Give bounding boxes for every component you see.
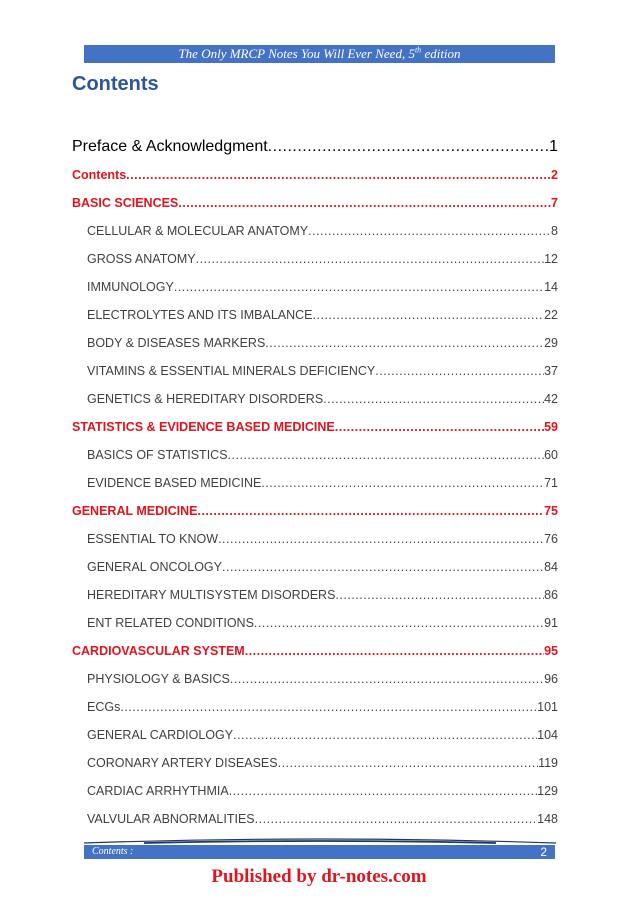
header-title-sup: th [414,45,422,55]
toc-entry-title: VALVULAR ABNORMALITIES [87,812,255,826]
toc-dot-leader [229,781,537,801]
toc-entry[interactable] [72,611,558,639]
toc-entry[interactable] [72,695,558,723]
toc-entry[interactable] [72,359,558,387]
toc-entry-title: ENT RELATED CONDITIONS [87,616,254,630]
toc-entry[interactable] [72,583,558,611]
toc-dot-leader [233,725,537,745]
toc-entry[interactable] [72,639,558,667]
toc-dot-leader [278,753,538,773]
toc-entry[interactable] [72,555,558,583]
toc-entry[interactable] [72,499,558,527]
footer-page-number: 2 [540,845,547,859]
toc-entry-title: STATISTICS & EVIDENCE BASED MEDICINE [72,420,335,434]
toc-dot-leader [228,445,545,465]
toc-entry-title: GENERAL ONCOLOGY [87,560,222,574]
toc-entry-title: CARDIAC ARRHYTHMIA [87,784,229,798]
toc-entry-page: 2 [551,168,558,182]
toc-dot-leader [178,193,551,213]
toc-entry-page: 86 [544,588,558,602]
toc-dot-leader [268,137,549,157]
toc-entry-page: 7 [551,196,558,210]
toc-dot-leader [197,501,544,521]
toc-entry-title: HEREDITARY MULTISYSTEM DISORDERS [87,588,336,602]
header-bar [84,45,555,63]
toc-entry[interactable] [72,471,558,499]
toc-entry-page: 71 [544,476,558,490]
toc-entry-page: 84 [544,560,558,574]
toc-entry-title: GENERAL MEDICINE [72,504,198,518]
toc-entry-title: GENERAL CARDIOLOGY [87,728,234,742]
toc-entry-page: 8 [551,224,558,238]
table-of-contents [72,135,558,835]
published-by[interactable]: Published by dr-notes.com [211,866,427,887]
header-title-prefix: The Only MRCP Notes You Will Ever Need, 5 [178,46,415,61]
toc-dot-leader [255,809,537,829]
toc-entry-title: PHYSIOLOGY & BASICS [87,672,230,686]
toc-entry-title: BODY & DISEASES MARKERS [87,336,266,350]
toc-dot-leader [265,333,544,353]
toc-entry[interactable] [72,247,558,275]
toc-entry-page: 1 [549,138,558,155]
toc-dot-leader [254,613,544,633]
toc-entry-title: CELLULAR & MOLECULAR ANATOMY [87,224,309,238]
toc-entry[interactable] [72,163,558,191]
toc-entry[interactable] [72,723,558,751]
footer-bar [84,845,555,859]
toc-entry-title: Contents [72,168,127,182]
toc-entry[interactable] [72,275,558,303]
toc-entry[interactable] [72,303,558,331]
toc-dot-leader [245,641,544,661]
header-title-suffix: edition [421,46,461,61]
toc-entry-title: BASIC SCIENCES [72,196,179,210]
toc-entry[interactable] [72,667,558,695]
toc-dot-leader [174,277,544,297]
toc-entry-page: 96 [544,672,558,686]
toc-entry-page: 76 [544,532,558,546]
toc-entry-page: 104 [537,728,558,742]
toc-entry-title: BASICS OF STATISTICS [87,448,228,462]
toc-dot-leader [375,361,544,381]
toc-dot-leader [261,473,544,493]
toc-entry-page: 22 [544,308,558,322]
toc-dot-leader [196,249,545,269]
toc-entry-page: 101 [537,700,558,714]
toc-entry-title: CARDIOVASCULAR SYSTEM [72,644,245,658]
toc-entry[interactable] [72,135,558,163]
toc-entry[interactable] [72,779,558,807]
toc-dot-leader [126,165,551,185]
footer-divider [84,838,556,844]
toc-entry-page: 29 [544,336,558,350]
toc-entry-title: GENETICS & HEREDITARY DISORDERS [87,392,324,406]
toc-entry[interactable] [72,807,558,835]
toc-entry-title: GROSS ANATOMY [87,252,196,266]
toc-dot-leader [335,585,544,605]
toc-dot-leader [335,417,544,437]
toc-entry-title: IMMUNOLOGY [87,280,174,294]
toc-entry[interactable] [72,443,558,471]
toc-entry-page: 119 [538,756,558,770]
toc-entry-title: VITAMINS & ESSENTIAL MINERALS DEFICIENCY [87,364,376,378]
page-title: Contents [72,73,159,95]
toc-entry[interactable] [72,527,558,555]
toc-entry-page: 75 [544,504,558,518]
toc-dot-leader [308,221,551,241]
toc-entry-page: 37 [544,364,558,378]
toc-entry-page: 95 [544,644,558,658]
toc-dot-leader [218,529,544,549]
toc-entry-title: Preface & Acknowledgment [72,138,268,155]
toc-dot-leader [230,669,544,689]
toc-entry-page: 14 [544,280,558,294]
toc-entry-page: 12 [544,252,558,266]
toc-entry-title: ESSENTIAL TO KNOW [87,532,219,546]
toc-entry-page: 59 [544,420,558,434]
toc-entry[interactable] [72,415,558,443]
toc-entry-title: EVIDENCE BASED MEDICINE [87,476,262,490]
toc-entry-page: 60 [544,448,558,462]
toc-entry[interactable] [72,191,558,219]
toc-entry[interactable] [72,219,558,247]
toc-entry-title: ELECTROLYTES AND ITS IMBALANCE [87,308,313,322]
toc-entry-page: 42 [544,392,558,406]
toc-dot-leader [120,697,537,717]
toc-entry[interactable] [72,331,558,359]
toc-entry-title: CORONARY ARTERY DISEASES [87,756,278,770]
toc-entry[interactable] [72,387,558,415]
toc-dot-leader [313,305,545,325]
toc-entry-page: 91 [544,616,558,630]
toc-entry-page: 148 [537,812,558,826]
toc-entry-page: 129 [537,784,558,798]
toc-entry[interactable] [72,751,558,779]
toc-dot-leader [222,557,544,577]
toc-dot-leader [323,389,544,409]
toc-entry-title: ECGs [87,700,121,714]
footer-label: Contents : [92,846,134,857]
